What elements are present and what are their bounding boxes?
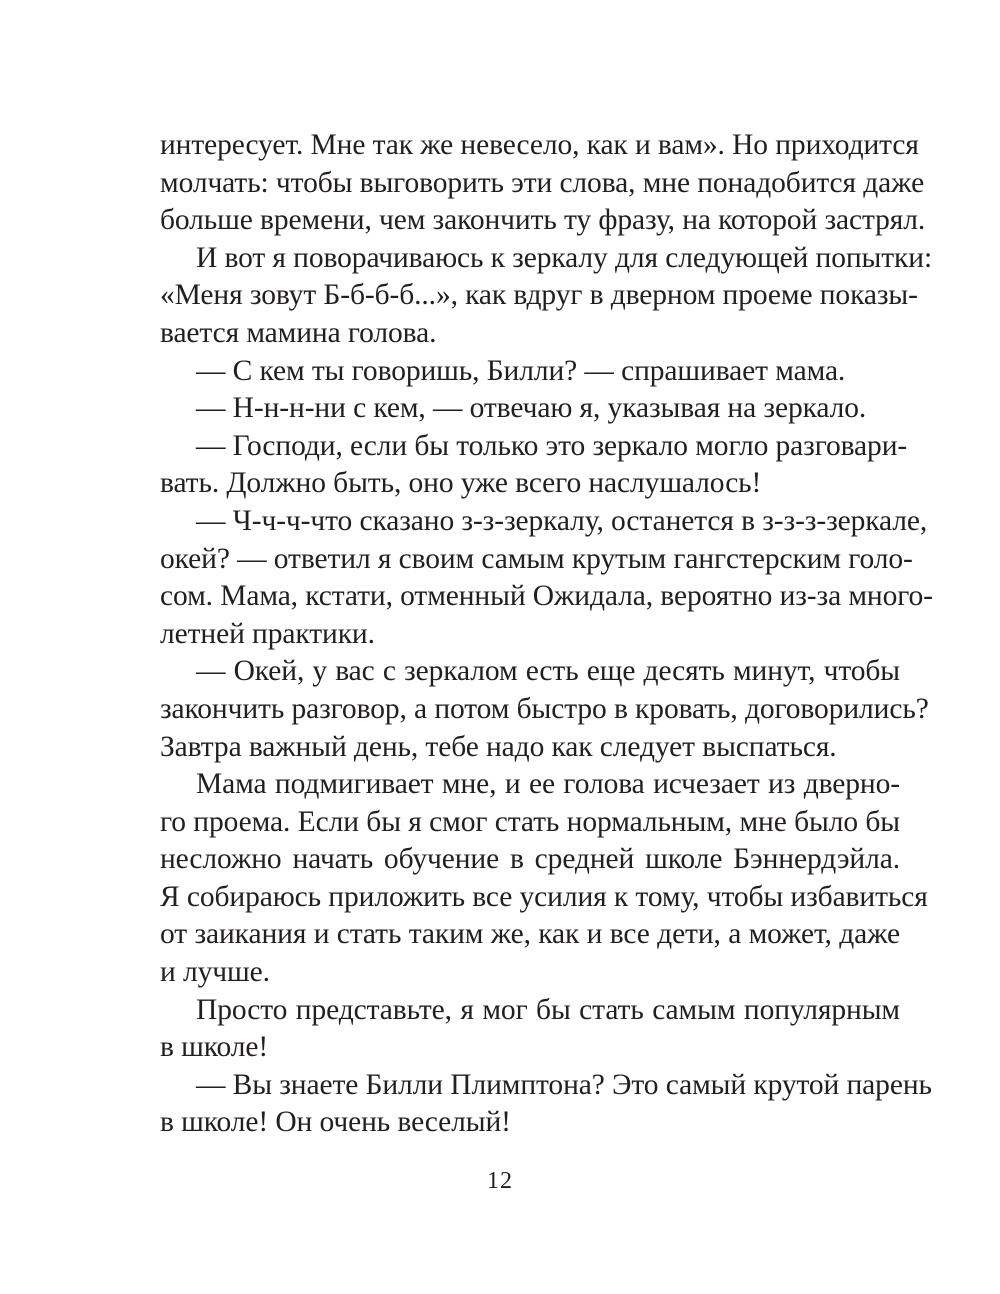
text-line: — Господи, если бы только это зеркало могло разговари- (196, 429, 908, 462)
text-line: несложно начать обучение в средней школе Бэннердэйла. (160, 843, 900, 876)
text-line: в школе! Он очень веселый! (160, 1106, 511, 1139)
text-line: сом. Мама, кстати, отменный Ожидала, вероятно из-за много- (160, 580, 933, 613)
page-number: 12 (487, 1168, 513, 1194)
text-line: от заикания и стать таким же, как и все дети, а может, даже (160, 918, 900, 951)
text-line: интересует. Мне так же невесело, как и вам». Но приходится (160, 129, 919, 161)
text-line: вается мамина голова. (160, 316, 437, 349)
text-line: больше времени, чем закончить ту фразу, на которой застрял. (160, 204, 926, 237)
text-line: и лучше. (160, 956, 270, 989)
text-line: — С кем ты говоришь, Билли? — спрашивает мама. (196, 354, 846, 387)
text-line: — Вы знаете Билли Плимптона? Это самый крутой парень (196, 1068, 932, 1101)
text-line: Просто представьте, я мог бы стать самым популярным (196, 993, 900, 1026)
text-line: закончить разговор, а потом быстро в кровать, договорились? (160, 692, 929, 725)
text-line: в школе! (160, 1031, 269, 1064)
text-line: Я собираюсь приложить все усилия к тому, чтобы избавиться (160, 880, 928, 913)
body-text (160, 127, 933, 1142)
text-line: окей? — ответил я своим самым крутым гангстерским голо- (160, 542, 913, 575)
text-line: молчать: чтобы выговорить эти слова, мне понадобится даже (160, 166, 925, 199)
text-line: го проема. Если бы я смог стать нормальным, мне было бы (160, 805, 900, 838)
text-line: — Ч-ч-ч-что сказано з-з-зеркалу, останется в з-з-з-зеркале, (196, 504, 928, 537)
text-line: вать. Должно быть, оно уже всего наслушалось! (160, 467, 762, 500)
text-line: «Меня зовут Б-б-б-б...», как вдруг в дверном проеме показы- (160, 279, 918, 312)
text-line: — Окей, у вас с зеркалом есть еще десять минут, чтобы (196, 655, 900, 688)
text-line: И вот я поворачиваюсь к зеркалу для следующей попытки: (196, 241, 933, 274)
text-line: — Н-н-н-ни с кем, — отвечаю я, указывая на зеркало. (196, 392, 867, 425)
text-line: летней практики. (160, 617, 375, 650)
text-line: Мама подмигивает мне, и ее голова исчезает из дверно- (196, 768, 900, 801)
text-line: Завтра важный день, тебе надо как следует выспаться. (160, 730, 837, 763)
